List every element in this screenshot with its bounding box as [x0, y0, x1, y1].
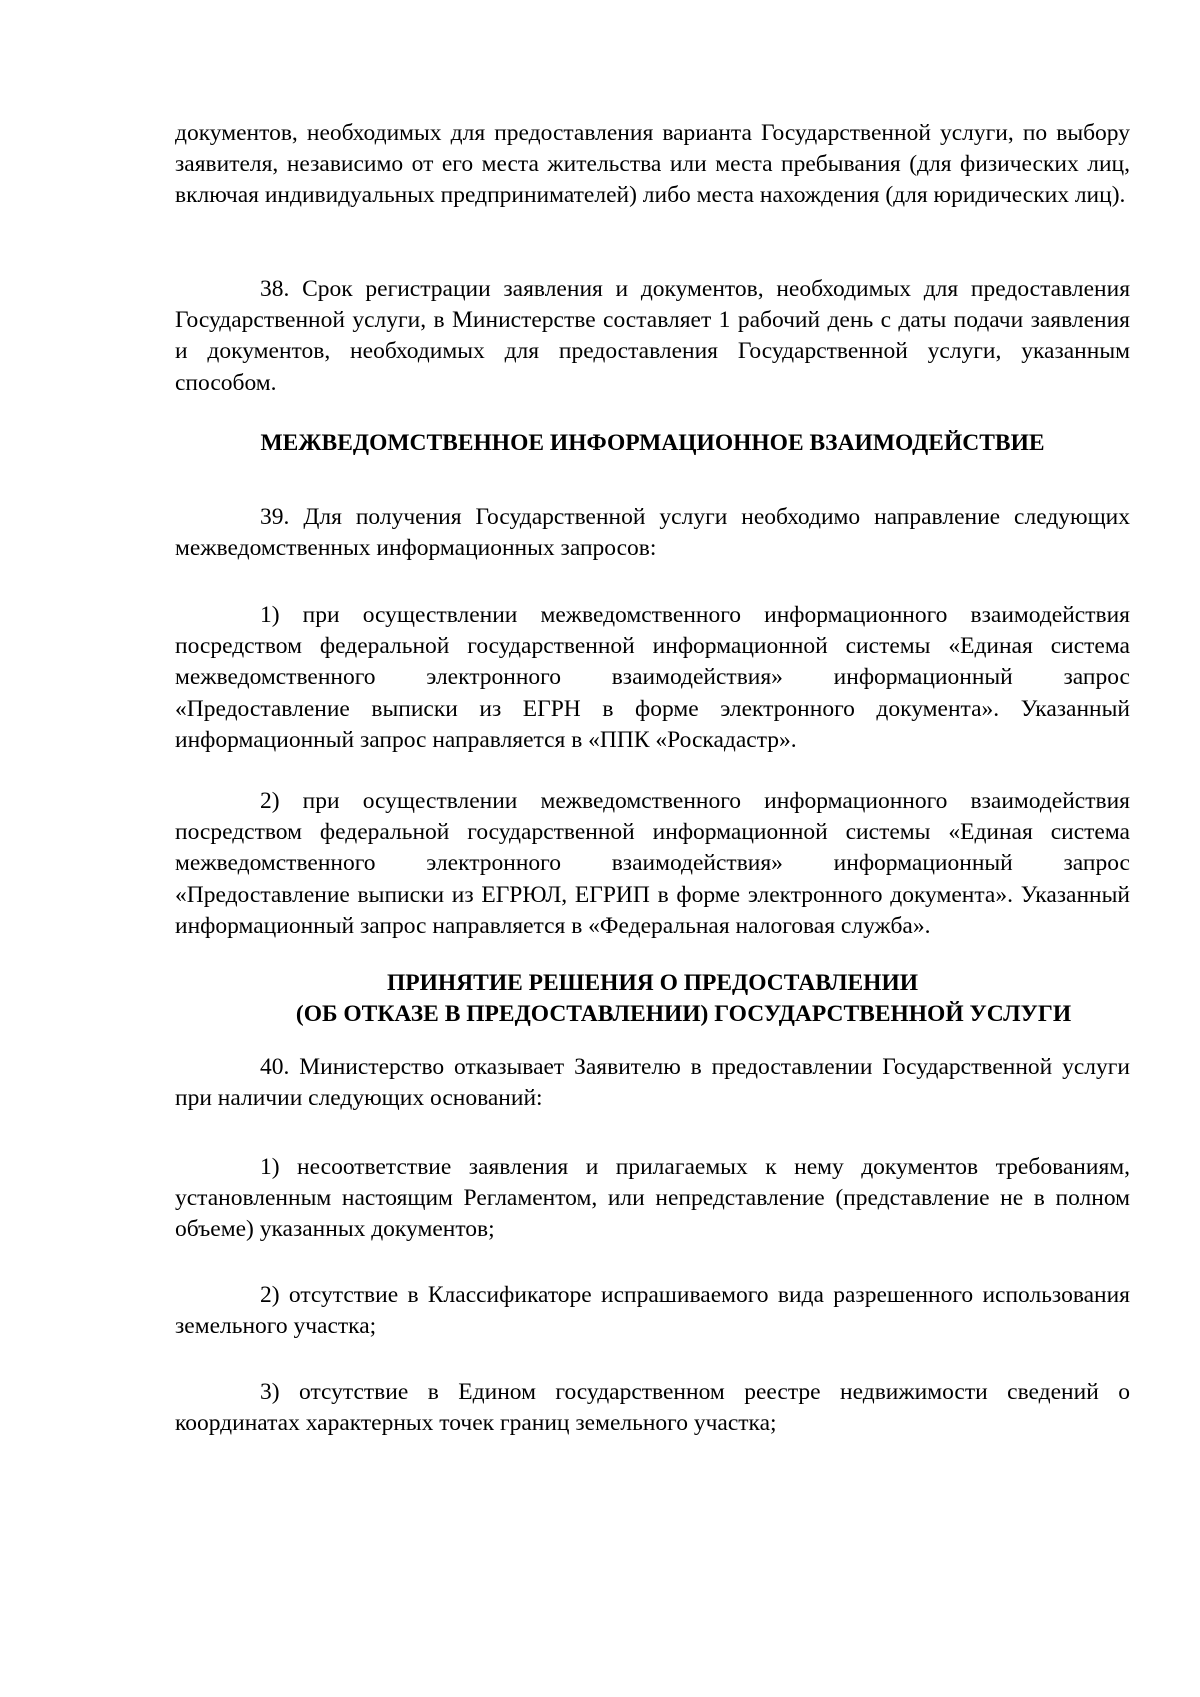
paragraph-39-item-2: 2) при осуществлении межведомственного информационного взаимодействия посредством федеральной государственной информационной системы «Единая система межведомственного электронного взаимодействия» информационный запрос «Предоставление выписки из ЕГРЮЛ, ЕГРИП в форме электронного документа». Указанный информационный запрос направляется в «Федеральная налоговая служба».: [175, 788, 1130, 939]
paragraph-continuation: документов, необходимых для предоставления варианта Государственной услуги, по выбору заявителя, независимо от его места жительства или места пребывания (для физических лиц, включая индивидуальных предпринимателей) либо места нахождения (для юридических лиц).: [175, 120, 1130, 209]
paragraph-40: 40. Министерство отказывает Заявителю в предоставлении Государственной услуги при наличии следующих оснований:: [175, 1054, 1130, 1112]
heading-interagency-interaction: МЕЖВЕДОМСТВЕННОЕ ИНФОРМАЦИОННОЕ ВЗАИМОДЕЙСТВИЕ: [260, 430, 1045, 456]
heading-decision-line-2: (ОБ ОТКАЗЕ В ПРЕДОСТАВЛЕНИИ) ГОСУДАРСТВЕННОЙ УСЛУГИ: [295, 1001, 1072, 1028]
paragraph-39: 39. Для получения Государственной услуги необходимо направление следующих межведомственных информационных запросов:: [175, 504, 1130, 562]
paragraph-40-item-2: 2) отсутствие в Классификаторе испрашиваемого вида разрешенного использования земельного участка;: [175, 1282, 1130, 1340]
paragraph-38: 38. Срок регистрации заявления и документов, необходимых для предоставления Государственной услуги, в Министерстве составляет 1 рабочий день с даты подачи заявления и документов, необходимых для предоставления Государственной услуги, указанным способом.: [175, 276, 1130, 396]
paragraph-40-item-3: 3) отсутствие в Едином государственном реестре недвижимости сведений о координатах характерных точек границ земельного участка;: [175, 1379, 1130, 1437]
paragraph-40-item-1: 1) несоответствие заявления и прилагаемых к нему документов требованиям, установленным настоящим Регламентом, или непредставление (представление не в полном объеме) указанных документов;: [175, 1154, 1130, 1243]
heading-decision: [175, 968, 1130, 1030]
paragraph-39-item-1: 1) при осуществлении межведомственного информационного взаимодействия посредством федеральной государственной информационной системы «Единая система межведомственного электронного взаимодействия» информационный запрос «Предоставление выписки из ЕГРН в форме электронного документа». Указанный информационный запрос направляется в «ППК «Роскадастр».: [175, 602, 1130, 753]
heading-decision-line-1: ПРИНЯТИЕ РЕШЕНИЯ О ПРЕДОСТАВЛЕНИИ: [386, 970, 919, 996]
